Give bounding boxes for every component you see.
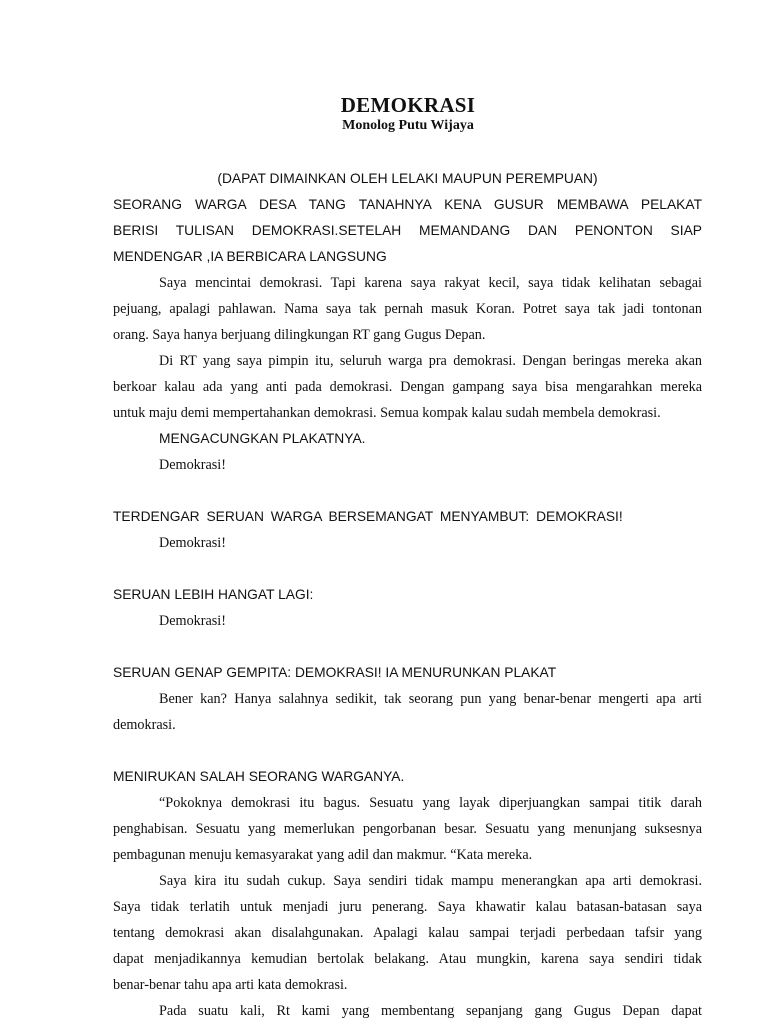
- stage-direction: SERUAN LEBIH HANGAT LAGI:: [113, 587, 314, 602]
- paragraph-line: benar-benar tahu apa arti kata demokrasi.: [113, 977, 348, 993]
- stage-direction: BERISI TULISAN DEMOKRASI.SETELAH MEMANDANG DAN PENONTON SIAP: [113, 223, 702, 238]
- paragraph-line: “Pokoknya demokrasi itu bagus. Sesuatu yang layak diperjuangkan sampai titik darah: [159, 795, 702, 811]
- paragraph-line: berkoar kalau ada yang anti pada demokrasi. Dengan gampang saya bisa mengarahkan mereka: [113, 379, 702, 395]
- dialogue-line: Demokrasi!: [159, 613, 226, 629]
- paragraph-line: orang. Saya hanya berjuang dilingkungan RT gang Gugus Depan.: [113, 327, 486, 343]
- paragraph-line: dapat menjadikannya kemudian bertolak belakang. Atau mungkin, karena saya sendiri tidak: [113, 951, 702, 967]
- paragraph-line: penghabisan. Sesuatu yang memerlukan pengorbanan besar. Sesuatu yang menunjang suksesnya: [113, 821, 702, 837]
- paragraph-line: pembagunan menuju kemasyarakat yang adil dan makmur. “Kata mereka.: [113, 847, 533, 863]
- paragraph-line: demokrasi.: [113, 717, 176, 733]
- stage-direction: SERUAN GENAP GEMPITA: DEMOKRASI! IA MENURUNKAN PLAKAT: [113, 665, 557, 680]
- stage-direction: TERDENGAR SERUAN WARGA BERSEMANGAT MENYAMBUT: DEMOKRASI!: [113, 509, 623, 524]
- blank-line: [113, 478, 702, 504]
- stage-direction: MENIRUKAN SALAH SEORANG WARGANYA.: [113, 769, 405, 784]
- document-body: [113, 166, 702, 1024]
- stage-direction: (DAPAT DIMAINKAN OLEH LELAKI MAUPUN PEREMPUAN): [217, 171, 598, 186]
- paragraph-line: Bener kan? Hanya salahnya sedikit, tak seorang pun yang benar-benar mengerti apa arti: [159, 691, 702, 707]
- stage-direction: MENGACUNGKAN PLAKATNYA.: [159, 431, 366, 446]
- stage-direction: MENDENGAR ,IA BERBICARA LANGSUNG: [113, 249, 387, 264]
- blank-line: [113, 738, 702, 764]
- paragraph-line: tentang demokrasi akan disalahgunakan. Apalagi kalau sampai terjadi perbedaan tafsir yang: [113, 925, 702, 941]
- document-title: DEMOKRASI: [340, 93, 476, 117]
- paragraph-line: Di RT yang saya pimpin itu, seluruh warga pra demokrasi. Dengan beringas mereka akan: [159, 353, 702, 369]
- document-subtitle: Monolog Putu Wijaya: [342, 118, 474, 133]
- blank-line: [113, 556, 702, 582]
- dialogue-line: Demokrasi!: [159, 457, 226, 473]
- paragraph-line: Saya tidak terlatih untuk menjadi juru penerang. Saya khawatir kalau batasan-batasan saya: [113, 899, 702, 915]
- blank-line: [113, 634, 702, 660]
- paragraph-line: Saya kira itu sudah cukup. Saya sendiri tidak mampu menerangkan apa arti demokrasi.: [159, 873, 702, 889]
- paragraph-line: Pada suatu kali, Rt kami yang membentang sepanjang gang Gugus Depan dapat: [159, 1003, 702, 1019]
- dialogue-line: Demokrasi!: [159, 535, 226, 551]
- paragraph-line: untuk maju demi mempertahankan demokrasi. Semua kompak kalau sudah membela demokrasi.: [113, 405, 661, 421]
- paragraph-line: Saya mencintai demokrasi. Tapi karena saya rakyat kecil, saya tidak kelihatan sebagai: [159, 275, 702, 291]
- stage-direction: SEORANG WARGA DESA TANG TANAHNYA KENA GUSUR MEMBAWA PELAKAT: [113, 197, 702, 212]
- paragraph-line: pejuang, apalagi pahlawan. Nama saya tak pernah masuk Koran. Potret saya tak jadi tontonan: [113, 301, 702, 317]
